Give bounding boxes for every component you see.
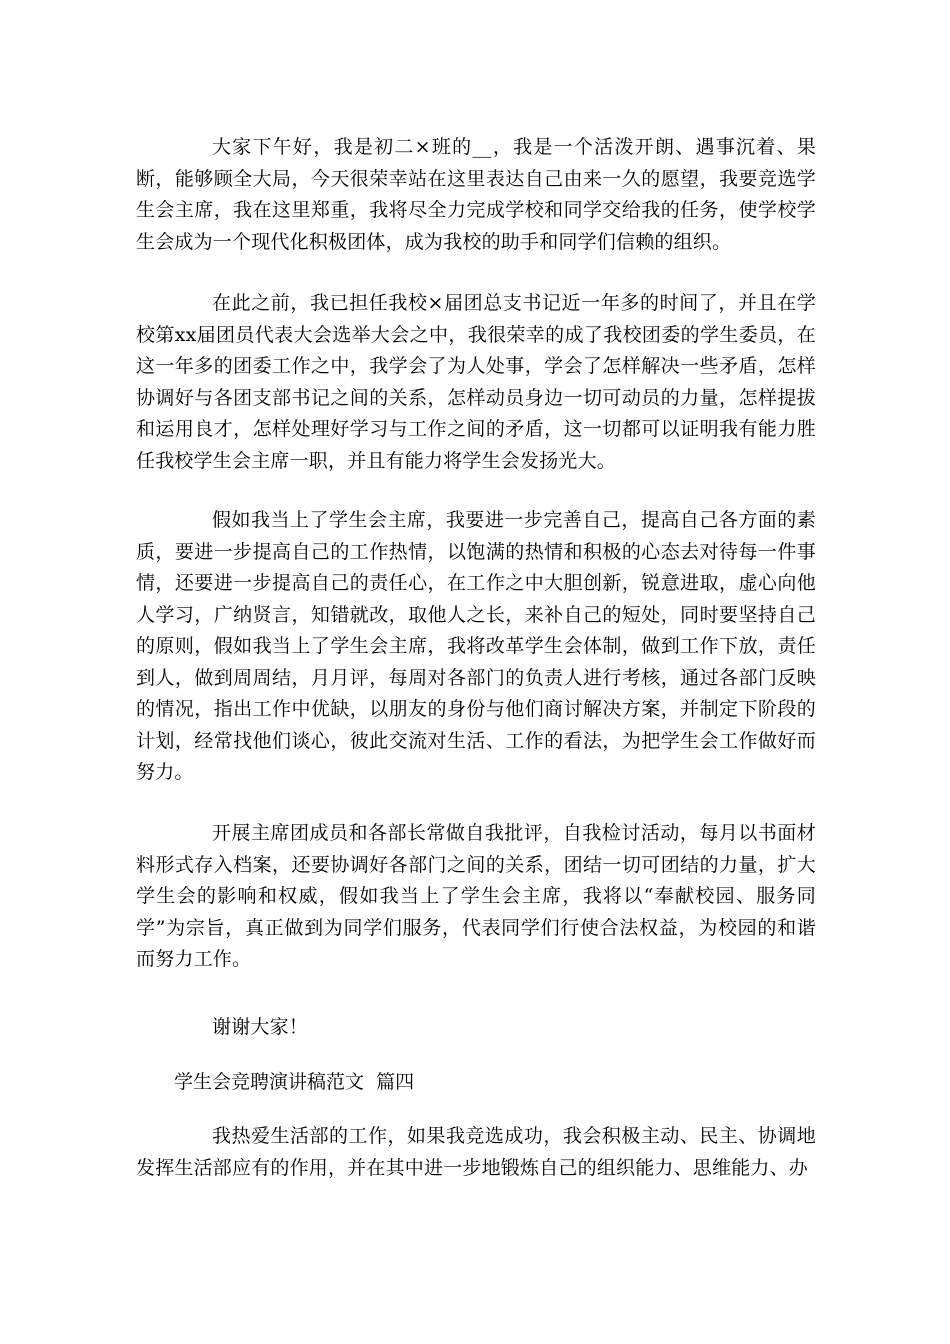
section-heading: 学生会竞聘演讲稿范文 篇四	[174, 1071, 415, 1093]
paragraph-section-four: 我热爱生活部的工作，如果我竞选成功，我会积极主动、民主、协调地发挥生活部应有的作用，并在其中进一步地锻炼自己的组织能力、思维能力、办	[136, 1125, 816, 1179]
paragraph-intro: 大家下午好，我是初二×班的__，我是一个活泼开朗、遇事沉着、果断，能够顾全大局，今天很荣幸站在这里表达自己由来一久的愿望，我要竞选学生会主席，我在这里郑重，我将尽全力完成学校和同学交给我的任务，使学校学生会成为一个现代化积极团体，成为我校的助手和同学们信赖的组织。	[136, 136, 816, 253]
paragraph-self-criticism: 开展主席团成员和各部长常做自我批评，自我检讨活动，每月以书面材料形式存入档案，还要协调好各部门之间的关系，团结一切可团结的力量，扩大学生会的影响和权威，假如我当上了学生会主席，我将以“奉献校园、服务同学”为宗旨，真正做到为同学们服务，代表同学们行使合法权益，为校园的和谐而努力工作。	[136, 822, 816, 970]
paragraph-experience: 在此之前，我已担任我校×届团总支书记近一年多的时间了，并且在学校第xx届团员代表大会选举大会之中，我很荣幸的成了我校团委的学生委员，在这一年多的团委工作之中，我学会了为人处事，学会了怎样解决一些矛盾，怎样协调好与各团支部书记之间的关系，怎样动员身边一切可动员的力量，怎样提拔和运用良才，怎样处理好学习与工作之间的矛盾，这一切都可以证明我有能力胜任我校学生会主席一职，并且有能力将学生会发扬光大。	[136, 292, 816, 472]
paragraph-plans: 假如我当上了学生会主席，我要进一步完善自己，提高自己各方面的素质，要进一步提高自己的工作热情，以饱满的热情和积极的心态去对待每一件事情，还要进一步提高自己的责任心，在工作之中大胆创新，锐意进取，虚心向他人学习，广纳贤言，知错就改，取他人之长，来补自己的短处，同时要坚持自己的原则，假如我当上了学生会主席，我将改革学生会体制，做到工作下放，责任到人，做到周周结，月月评，每周对各部门的负责人进行考核，通过各部门反映的情况，指出工作中优缺，以朋友的身份与他们商讨解决方案，并制定下阶段的计划，经常找他们谈心，彼此交流对生活、工作的看法，为把学生会工作做好而努力。	[136, 509, 816, 783]
paragraph-thanks: 谢谢大家！	[212, 1016, 309, 1038]
